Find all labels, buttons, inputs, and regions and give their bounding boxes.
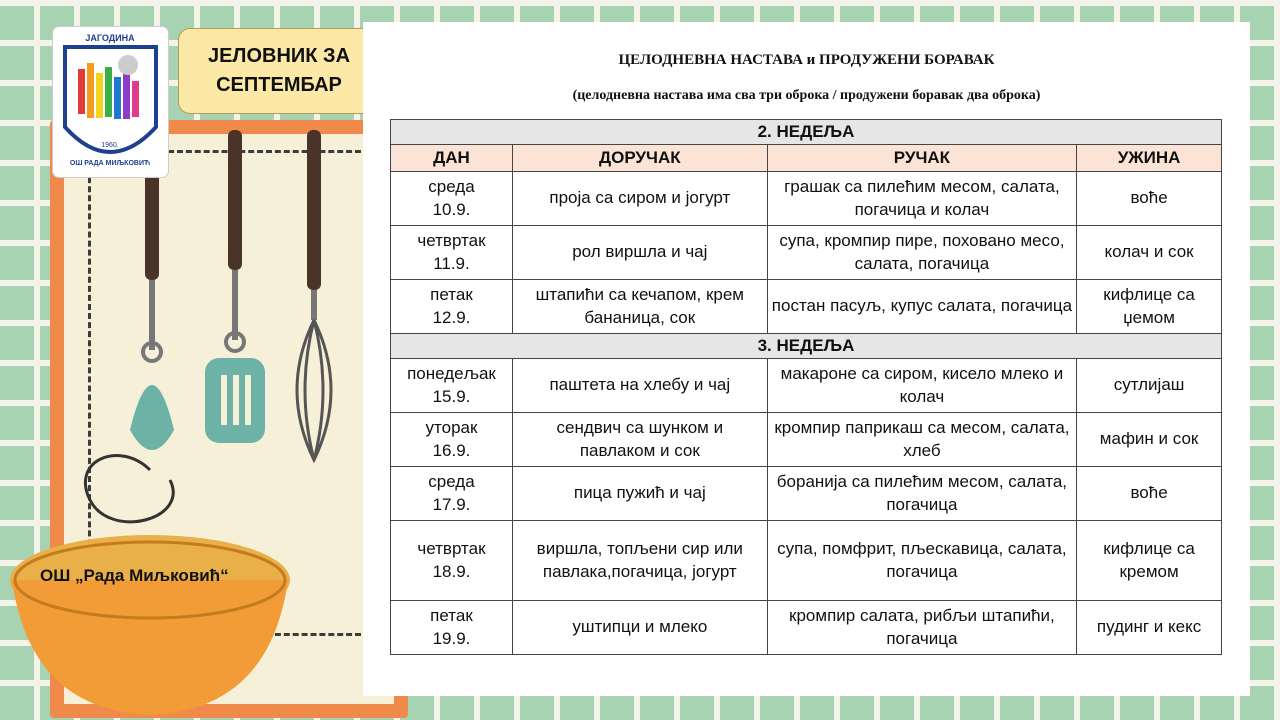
day-date: 16.9. — [432, 440, 471, 460]
snack-cell: кифлице са џемом — [1077, 280, 1222, 334]
week-title: 3. НЕДЕЉА — [391, 334, 1222, 359]
document-subheading: (целодневна настава има сва три оброка / продужени боравак два оброка) — [572, 88, 1041, 103]
snack-cell: пудинг и кекс — [1077, 601, 1222, 655]
week-row — [391, 120, 1222, 145]
day-name: петак — [430, 605, 473, 625]
document-heading: ЦЕЛОДНЕВНА НАСТАВА и ПРОДУЖЕНИ БОРАВАК — [618, 52, 995, 68]
day-cell — [391, 413, 513, 467]
menu-title-line2: СЕПТЕМБАР — [216, 74, 342, 96]
table-row — [391, 601, 1222, 655]
breakfast-cell: уштипци и млеко — [512, 601, 767, 655]
column-header-lunch: РУЧАК — [767, 145, 1076, 172]
week-row — [391, 334, 1222, 359]
table-row — [391, 280, 1222, 334]
column-header-breakfast: ДОРУЧАК — [512, 145, 767, 172]
menu-title-box — [178, 28, 380, 114]
day-name: четвртак — [417, 230, 486, 250]
table-row — [391, 413, 1222, 467]
day-date: 10.9. — [432, 199, 471, 219]
breakfast-cell: сендвич са шунком и павлаком и сок — [512, 413, 767, 467]
day-name: среда — [428, 176, 475, 196]
day-date: 18.9. — [432, 561, 471, 581]
table-row — [391, 226, 1222, 280]
lunch-cell: супа, помфрит, пљескавица, салата, погачица — [767, 521, 1076, 601]
breakfast-cell: штапићи са кечапом, крем бананица, сок — [512, 280, 767, 334]
day-date: 12.9. — [432, 307, 471, 327]
breakfast-cell: рол виршла и чај — [512, 226, 767, 280]
school-logo — [53, 27, 168, 177]
day-name: четвртак — [417, 538, 486, 558]
day-name: уторак — [425, 417, 478, 437]
day-cell — [391, 280, 513, 334]
table-row — [391, 172, 1222, 226]
table-row — [391, 521, 1222, 601]
day-cell — [391, 467, 513, 521]
snack-cell: воће — [1077, 467, 1222, 521]
day-cell — [391, 172, 513, 226]
lunch-cell: макароне са сиром, кисело млеко и колач — [767, 359, 1076, 413]
lunch-cell: боранија са пилећим месом, салата, погачица — [767, 467, 1076, 521]
breakfast-cell: проја са сиром и јогурт — [512, 172, 767, 226]
day-name: понедељак — [407, 363, 496, 383]
lunch-cell: постан пасуљ, купус салата, погачица — [767, 280, 1076, 334]
lunch-cell: грашак са пилећим месом, салата, погачица и колач — [767, 172, 1076, 226]
day-cell — [391, 601, 513, 655]
table-row — [391, 467, 1222, 521]
snack-cell: мафин и сок — [1077, 413, 1222, 467]
menu-title-line1: ЈЕЛОВНИК ЗА — [207, 45, 351, 67]
snack-cell: воће — [1077, 172, 1222, 226]
day-cell — [391, 359, 513, 413]
day-cell — [391, 521, 513, 601]
breakfast-cell: паштета на хлебу и чај — [512, 359, 767, 413]
day-cell — [391, 226, 513, 280]
breakfast-cell: виршла, топљени сир или павлака,погачица, јогурт — [512, 521, 767, 601]
day-name: среда — [428, 471, 475, 491]
school-name: ОШ „Рада Миљковић“ — [40, 566, 229, 585]
column-header-row — [391, 145, 1222, 172]
logo-top-text: ЈАГОДИНА — [85, 33, 135, 43]
column-header-day: ДАН — [391, 145, 513, 172]
column-header-snack: УЖИНА — [1077, 145, 1222, 172]
menu-table — [390, 119, 1222, 655]
lunch-cell: кромпир салата, рибљи штапићи, погачица — [767, 601, 1076, 655]
week-title: 2. НЕДЕЉА — [391, 120, 1222, 145]
logo-year: 1960. — [101, 142, 119, 149]
lunch-cell: кромпир паприкаш са месом, салата, хлеб — [767, 413, 1076, 467]
day-date: 17.9. — [432, 494, 471, 514]
snack-cell: кифлице са кремом — [1077, 521, 1222, 601]
menu-document — [363, 22, 1250, 696]
table-row — [391, 359, 1222, 413]
breakfast-cell: пица пужић и чај — [512, 467, 767, 521]
school-emblem-icon — [53, 27, 168, 177]
logo-bottom-text: ОШ РАДА МИЉКОВИЋ — [69, 160, 151, 167]
lunch-cell: супа, кромпир пире, поховано месо, салата, погачица — [767, 226, 1076, 280]
day-date: 19.9. — [432, 628, 471, 648]
snack-cell: колач и сок — [1077, 226, 1222, 280]
day-name: петак — [430, 284, 473, 304]
day-date: 15.9. — [432, 386, 471, 406]
day-date: 11.9. — [433, 253, 470, 273]
snack-cell: сутлијаш — [1077, 359, 1222, 413]
